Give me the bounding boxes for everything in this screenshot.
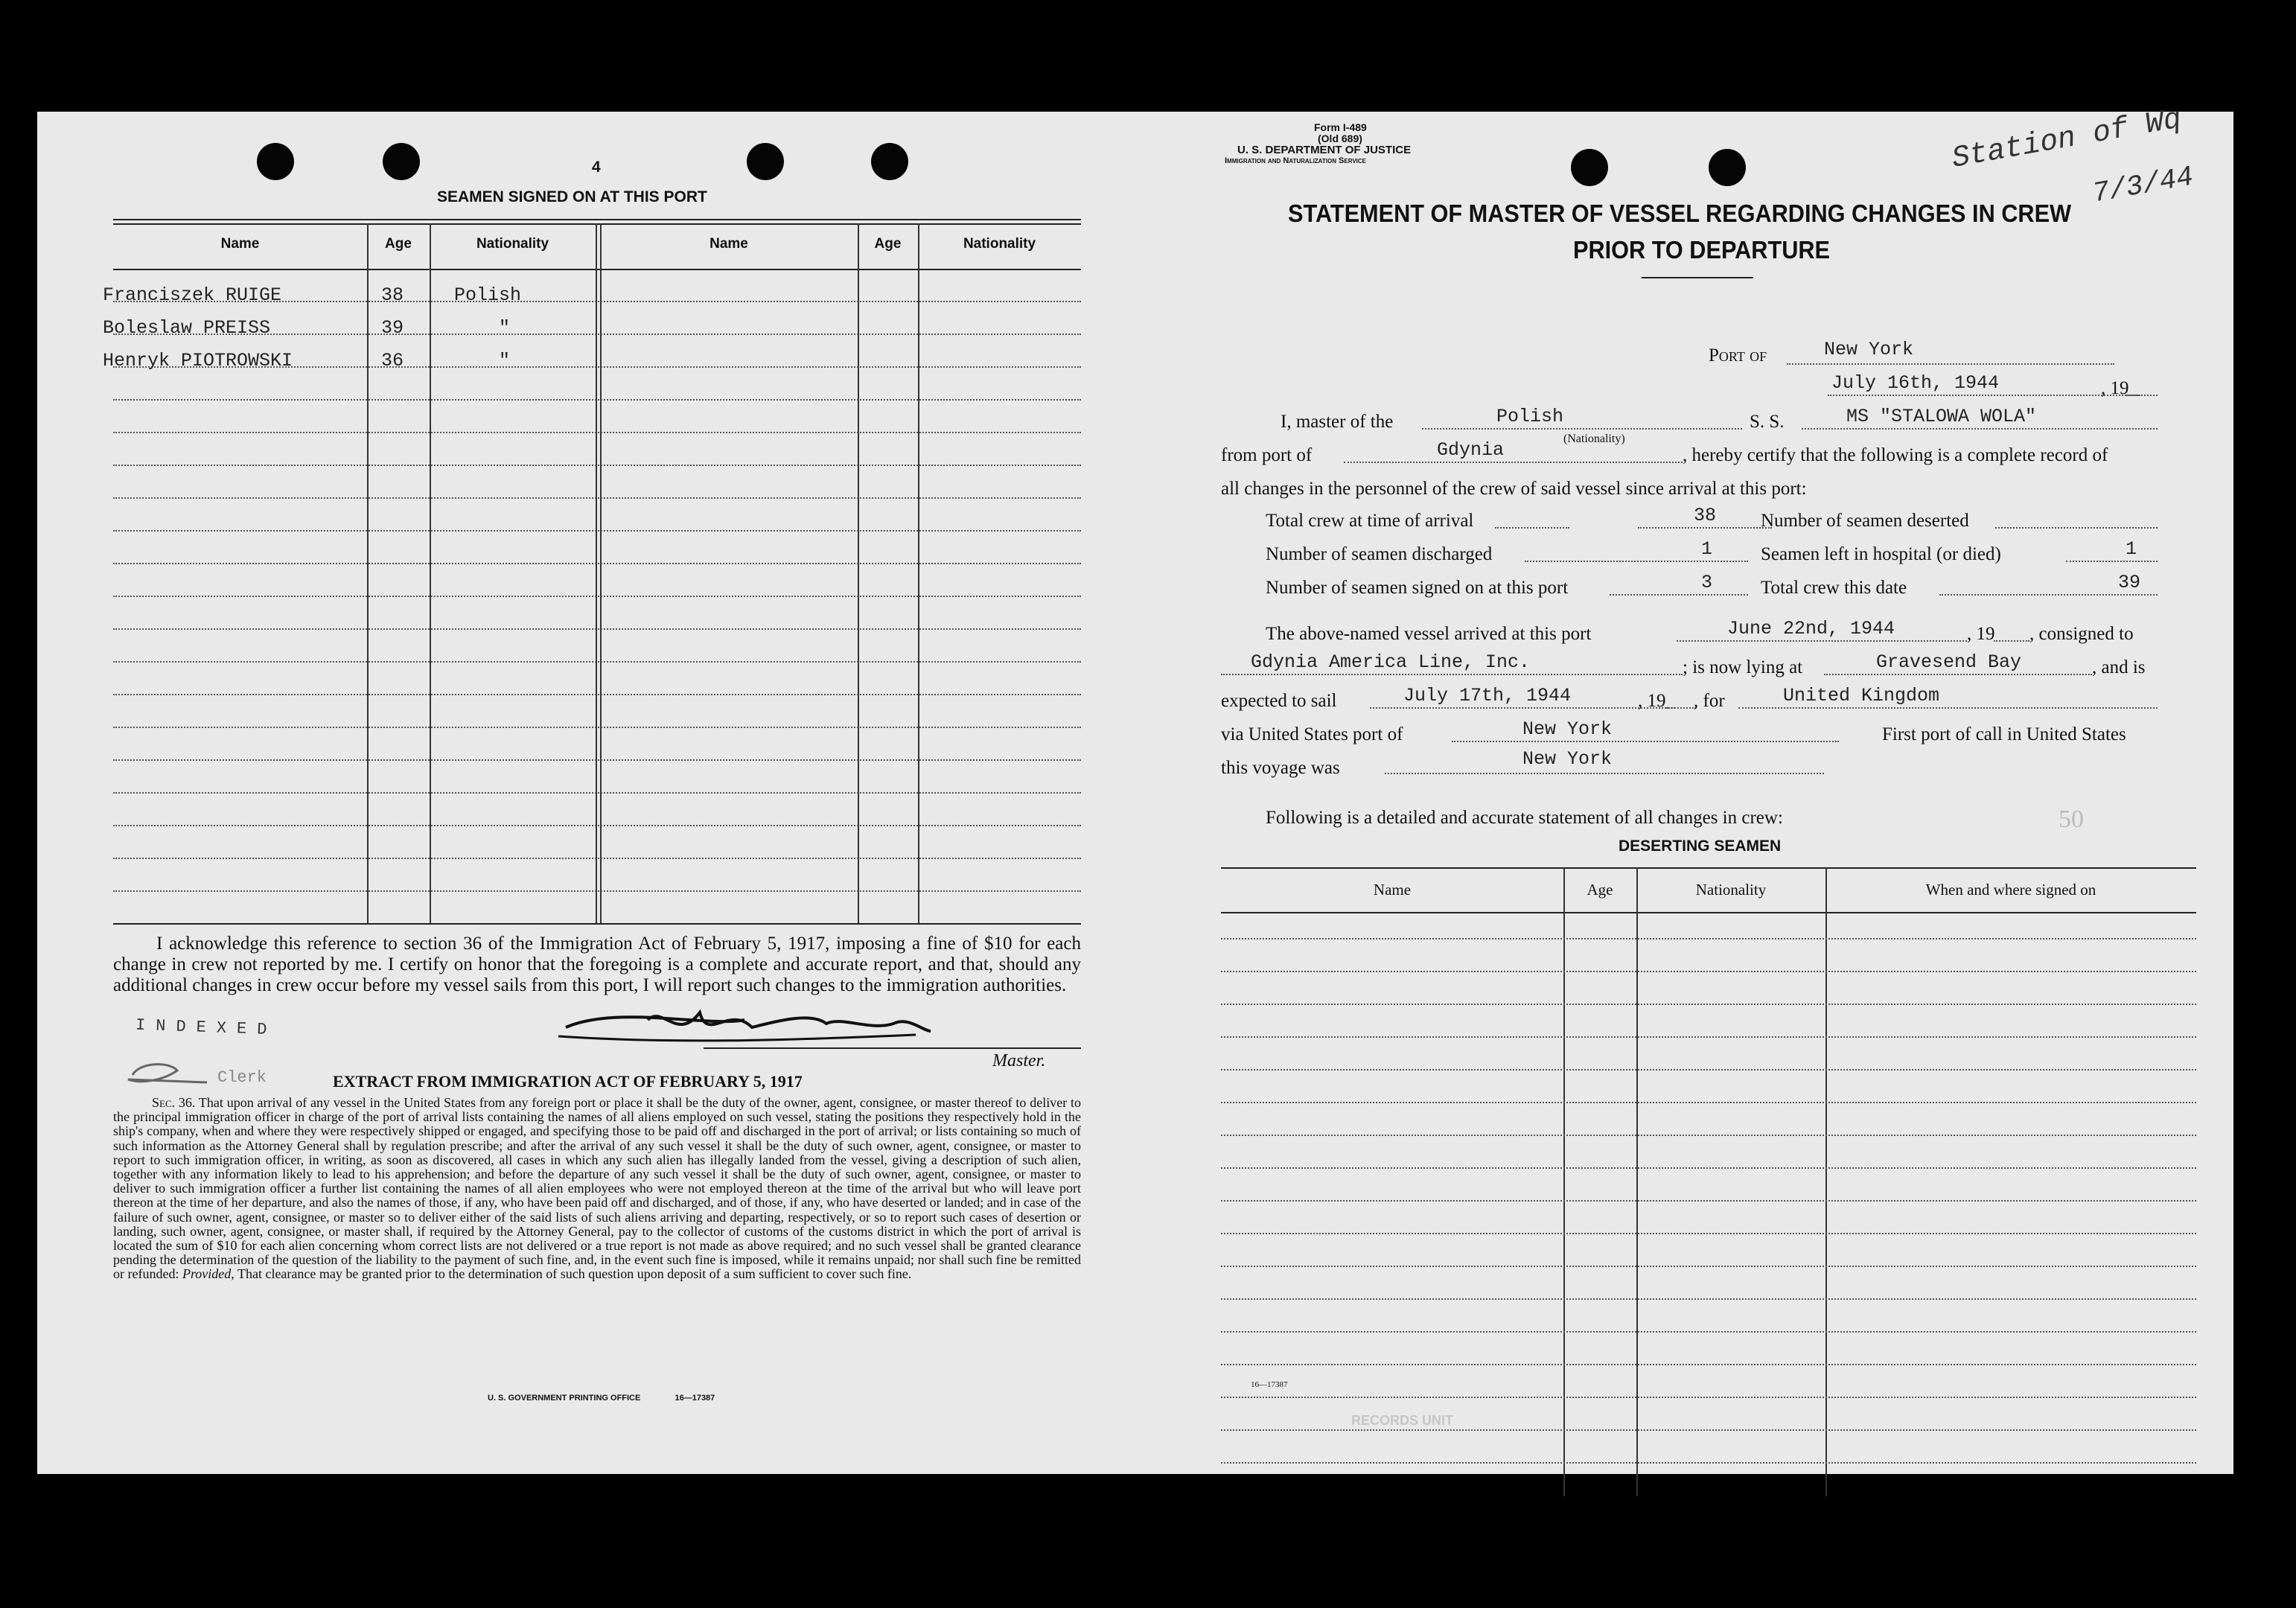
port-of-label: Port of (1709, 345, 1767, 366)
form-title-line2: PRIOR TO DEPARTURE (1573, 236, 1831, 264)
faint-stamp: RECORDS UNIT (1351, 1413, 1454, 1428)
via-value: New York (1522, 718, 1613, 740)
hospital-label: Seamen left in hospital (or died) (1761, 544, 2001, 564)
printer-line (488, 1394, 715, 1403)
date-value: July 16th, 1944 (1831, 372, 2000, 394)
ss-value: MS "STALOWA WOLA" (1846, 406, 2037, 427)
for-label: , for (1694, 691, 1725, 711)
table-row (103, 317, 270, 339)
date-suffix: , 19 (2101, 378, 2129, 398)
section-tail: That clearance may be granted prior to the determination of such question upon deposit of a sum sufficient to cover such fine. (237, 1266, 912, 1282)
port-of-value: New York (1824, 339, 1914, 360)
discharged-value: 1 (1701, 538, 1713, 560)
table-row (103, 284, 281, 306)
punch-hole (383, 143, 420, 180)
changes-text: all changes in the personnel of the crew of said vessel since arrival at this port: (1221, 479, 1807, 499)
consignee-value: Gdynia America Line, Inc. (1251, 651, 1531, 673)
arrived-suffix: , 19 (1967, 624, 1995, 644)
col-header-nationality: Nationality (476, 236, 549, 252)
certify-text: , hereby certify that the following is a complete record of (1683, 445, 2108, 465)
ss-label: S. S. (1750, 412, 1785, 432)
deserting-title: DESERTING SEAMEN (1619, 838, 1782, 855)
col-header-signed-on: When and where signed on (1925, 881, 2096, 899)
nationality-caption: (Nationality) (1563, 433, 1625, 445)
hospital-value: 1 (2126, 538, 2137, 560)
clerk-stamp-label: Clerk (217, 1068, 267, 1087)
first-port-label: First port of call in United States (1882, 724, 2126, 744)
col-header-nationality: Nationality (1695, 881, 1767, 899)
crew-nationality: " (499, 317, 511, 339)
total-crew-date-label: Total crew this date (1761, 578, 1907, 598)
col-header-age: Age (1587, 881, 1613, 899)
department: U. S. DEPARTMENT OF JUSTICE (1237, 144, 1412, 156)
and-is-label: , and is (2092, 657, 2146, 677)
section-provided: Provided, (182, 1266, 235, 1282)
expected-label: expected to sail (1221, 691, 1337, 711)
from-port-label: from port of (1221, 445, 1313, 465)
via-label: via United States port of (1221, 724, 1403, 744)
crew-nationality: " (499, 350, 511, 371)
section-label: Sec. 36. (152, 1095, 196, 1110)
document-sheet (37, 103, 2233, 1474)
voyage-value: New York (1522, 748, 1613, 770)
consigned-label: , consigned to (2029, 624, 2134, 644)
col-header-nationality: Nationality (963, 236, 1036, 252)
signed-on-value: 3 (1701, 572, 1713, 593)
col-header-age: Age (874, 236, 902, 252)
section-36-text (113, 1096, 1081, 1282)
col-header-name: Name (220, 236, 260, 252)
master-of-the-label: I, master of the (1281, 412, 1394, 432)
form-old-number: (Old 689) (1318, 133, 1362, 144)
col-header-name: Name (709, 236, 748, 252)
total-crew-arrival-label: Total crew at time of arrival (1266, 511, 1474, 531)
acknowledgement-text: I acknowledge this reference to section 36 of the Immigration Act of February 5, 1917, imposing a fine of $10 for each change in crew not reported by me. I certify on honor that the foregoing is a complete and accurate report, and that, should any additional changes in crew occur before my vessel sails from this port, I will report such changes to the immigration authorities. (113, 934, 1081, 995)
crew-age: 39 (381, 317, 404, 339)
punch-hole (747, 143, 784, 180)
nationality-value: Polish (1496, 406, 1564, 427)
page-number: 4 (592, 159, 601, 176)
indexed-stamp: INDEXED (135, 1015, 278, 1040)
table-row (103, 350, 293, 371)
extract-title: EXTRACT FROM IMMIGRATION ACT OF FEBRUARY 5, 1917 (333, 1072, 803, 1091)
form-title-line1: STATEMENT OF MASTER OF VESSEL REGARDING CHANGES IN CREW (1288, 200, 2072, 227)
punch-hole (257, 143, 294, 180)
arrived-label: The above-named vessel arrived at this port (1266, 624, 1592, 644)
total-crew-arrival-value: 38 (1694, 505, 1717, 526)
punch-hole (1571, 149, 1608, 186)
col-header-age: Age (385, 236, 412, 252)
expected-value: July 17th, 1944 (1403, 685, 1572, 706)
crew-name: Henryk PIOTROWSKI (103, 350, 293, 371)
lying-label: ; is now lying at (1683, 657, 1803, 677)
arrived-value: June 22nd, 1944 (1727, 618, 1895, 639)
following-text: Following is a detailed and accurate statement of all changes in crew: (1266, 808, 1783, 828)
clerk-stamp (125, 1059, 207, 1092)
crew-age: 38 (381, 284, 404, 306)
crew-name: Franciszek RUIGE (103, 284, 282, 306)
col-header-name: Name (1373, 881, 1412, 899)
deserted-label: Number of seamen deserted (1761, 511, 1969, 531)
form-number: Form I-489 (1314, 121, 1367, 133)
signed-on-label: Number of seamen signed on at this port (1266, 578, 1569, 598)
for-value: United Kingdom (1783, 685, 1940, 706)
clerk-initials-scribble (125, 1059, 207, 1088)
master-label: Master. (992, 1051, 1046, 1071)
corner-mark: 50 (2059, 805, 2084, 833)
from-port-value: Gdynia (1437, 439, 1505, 461)
punch-hole (871, 143, 908, 180)
voyage-label: this voyage was (1221, 758, 1340, 778)
punch-hole (1709, 149, 1746, 186)
total-crew-date-value: 39 (2118, 572, 2141, 593)
crew-name: Boleslaw PREISS (103, 317, 271, 339)
crew-nationality: Polish (454, 284, 522, 306)
section-body: That upon arrival of any vessel in the United States from any foreign port or place it shall be the duty of the owner, agent, consignee, or master thereof to deliver to the principal immigration officer in charge of the port of arrival lists containing the names of all aliens employed on such vessel, stating the positions they respectively hold in the ship's company, when and where they were respectively shipped or engaged, and specifying those to be paid off and discharged in the port of arrival; or lists containing so much of such information as the Attorney General shall by regulation prescribe; and after the arrival of any such vessel it shall be the duty of such owner, agent, consignee, or master to report to such immigration officer, in writing, as soon as discovered, all cases in which any such alien has illegally landed from the vessel, giving a description of such alien, together with any information likely to lead to his apprehension; and before the departure of any such vessel it shall be the duty of such owner, agent, consignee, or master to deliver to such immigration officer a further list containing the names of all alien employees who were not employed thereon at the time of the arrival but who will leave port thereon at the time of her departure, and also the names of those, if any, who have been paid off and discharged, and of those, if any, who have deserted or landed; and in case of the failure of such owner, agent, consignee, or master so to deliver either of the said lists of such aliens arriving and departing, respectively, or so to report such cases of desertion or landing, such owner, agent, consignee, or master shall, if required by the Attorney General, pay to the collector of customs of the customs district in which the port of arrival is located the sum of $10 for each alien concerning whom correct lists are not delivered or a true report is not made as above required; and no such vessel shall be granted clearance pending the determination of the question of the liability to the payment of such fine, and, in the event such fine is imposed, while it remains unpaid; nor shall such fine be remitted or refunded: (113, 1095, 1081, 1282)
discharged-label: Number of seamen discharged (1266, 544, 1493, 564)
printer-name: U. S. GOVERNMENT PRINTING OFFICE (488, 1394, 641, 1403)
handwritten-date: 7/3/44 (2090, 161, 2196, 211)
service: Immigration and Naturalization Service (1225, 156, 1367, 165)
crew-age: 36 (381, 350, 404, 371)
lying-value: Gravesend Bay (1876, 651, 2022, 673)
footer-code: 16—17387 (1251, 1380, 1288, 1389)
note-line-1: Station of Wq (1949, 103, 2184, 176)
section-title: SEAMEN SIGNED ON AT THIS PORT (437, 188, 707, 205)
printer-code: 16—17387 (675, 1394, 715, 1403)
expected-suffix: , 19 (1638, 691, 1666, 711)
handwritten-note (1949, 103, 2184, 176)
